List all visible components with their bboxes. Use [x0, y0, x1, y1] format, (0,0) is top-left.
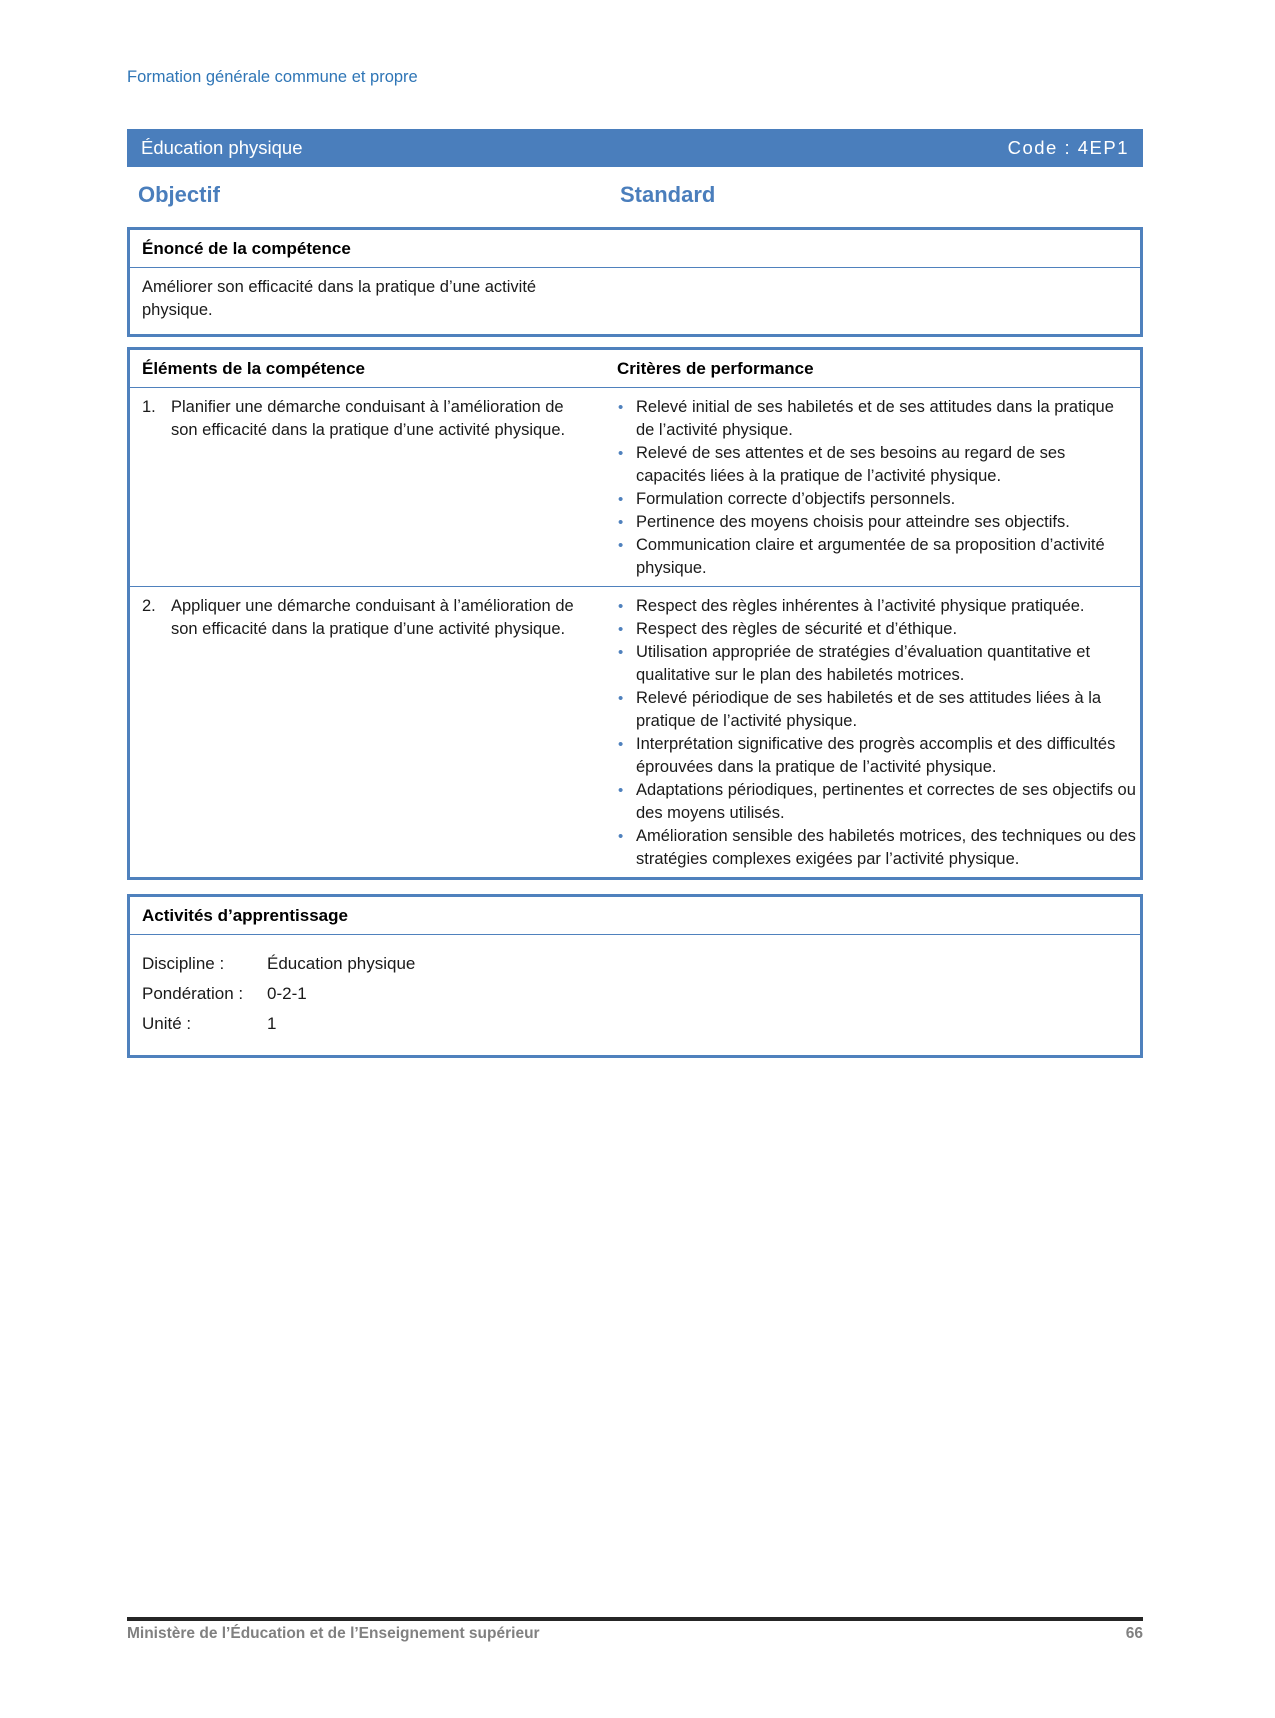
element-number: 2. [142, 597, 156, 615]
criterion-text: Utilisation appropriée de stratégies d’évaluation quantitative et qualitative sur le plan des habiletés motrices. [636, 643, 1091, 684]
bullet-icon: • [618, 537, 624, 554]
bullet-icon: • [618, 445, 624, 462]
element-number: 1. [142, 398, 156, 416]
element-cell [130, 595, 608, 871]
bullet-icon: • [618, 598, 624, 615]
competence-table-header [130, 350, 1140, 388]
activites-value: 1 [267, 1014, 277, 1033]
bullet-icon: • [618, 782, 624, 799]
criterion-text: Amélioration sensible des habiletés motrices, des techniques ou des stratégies complexes exigées par l’activité physique. [636, 827, 1136, 868]
activites-row [142, 1009, 1128, 1039]
activites-label: Pondération : [142, 984, 244, 1003]
criteria-cell [608, 595, 1140, 871]
criterion-item [608, 733, 1136, 779]
activites-box [127, 894, 1143, 1058]
criterion-item [608, 534, 1136, 580]
enonce-header: Énoncé de la compétence [130, 230, 1140, 268]
bullet-icon: • [618, 491, 624, 508]
activites-value: Éducation physique [267, 954, 416, 973]
header-eyebrow: Formation générale commune et propre [127, 68, 418, 86]
criterion-item [608, 442, 1136, 488]
criterion-item [608, 595, 1136, 618]
activites-body [130, 935, 1140, 1055]
page-footer [127, 1617, 1143, 1643]
competence-table [127, 347, 1143, 880]
enonce-box [127, 227, 1143, 337]
bullet-icon: • [618, 736, 624, 753]
element-cell [130, 396, 608, 580]
page-number: 66 [1125, 1625, 1143, 1642]
column-headings [138, 182, 1143, 212]
footer-text: Ministère de l’Éducation et de l’Enseignement supérieur [127, 1625, 540, 1642]
banner-title: Éducation physique [141, 137, 303, 158]
criterion-text: Respect des règles de sécurité et d’éthique. [636, 620, 958, 638]
criterion-item [608, 396, 1136, 442]
criterion-text: Respect des règles inhérentes à l’activité physique pratiquée. [636, 597, 1085, 615]
heading-objectif: Objectif [138, 182, 220, 207]
criterion-item [608, 825, 1136, 871]
heading-standard: Standard [620, 182, 716, 207]
bullet-icon: • [618, 828, 624, 845]
enonce-text: Améliorer son efficacité dans la pratique d’une activité physique. [142, 278, 537, 319]
criterion-text: Adaptations périodiques, pertinentes et correctes de ses objectifs ou des moyens utilisés. [636, 781, 1136, 822]
criterion-item [608, 687, 1136, 733]
table-row [130, 388, 1140, 587]
column-header-criteres: Critères de performance [617, 359, 814, 378]
criterion-text: Relevé initial de ses habiletés et de ses attitudes dans la pratique de l’activité physique. [636, 398, 1114, 439]
criterion-text: Relevé de ses attentes et de ses besoins au regard de ses capacités liées à la pratique de l’activité physique. [636, 444, 1066, 485]
criterion-text: Pertinence des moyens choisis pour atteindre ses objectifs. [636, 513, 1070, 531]
criterion-text: Communication claire et argumentée de sa proposition d’activité physique. [636, 536, 1105, 577]
bullet-icon: • [618, 690, 624, 707]
bullet-icon: • [618, 514, 624, 531]
enonce-body [130, 268, 1140, 334]
element-text: Appliquer une démarche conduisant à l’amélioration de son efficacité dans la pratique d’une activité physique. [171, 597, 574, 638]
activites-label: Discipline : [142, 954, 225, 973]
bullet-icon: • [618, 644, 624, 661]
bullet-icon: • [618, 621, 624, 638]
table-row [130, 587, 1140, 877]
criterion-item [608, 511, 1136, 534]
activites-header: Activités d’apprentissage [130, 897, 1140, 935]
column-header-elements: Éléments de la compétence [142, 359, 365, 378]
criterion-item [608, 618, 1136, 641]
criterion-text: Relevé périodique de ses habiletés et de ses attitudes liées à la pratique de l’activité physique. [636, 689, 1102, 730]
section-banner [127, 129, 1143, 167]
element-text: Planifier une démarche conduisant à l’amélioration de son efficacité dans la pratique d’une activité physique. [171, 398, 566, 439]
criterion-item [608, 488, 1136, 511]
banner-code: Code : 4EP1 [1007, 137, 1129, 158]
criterion-text: Interprétation significative des progrès accomplis et des difficultés éprouvées dans la pratique de l’activité physique. [636, 735, 1116, 776]
activites-row [142, 979, 1128, 1009]
criterion-text: Formulation correcte d’objectifs personnels. [636, 490, 956, 508]
activites-label: Unité : [142, 1014, 192, 1033]
activites-value: 0-2-1 [267, 984, 307, 1003]
criterion-item [608, 779, 1136, 825]
criteria-cell [608, 396, 1140, 580]
activites-row [142, 949, 1128, 979]
bullet-icon: • [618, 399, 624, 416]
criterion-item [608, 641, 1136, 687]
